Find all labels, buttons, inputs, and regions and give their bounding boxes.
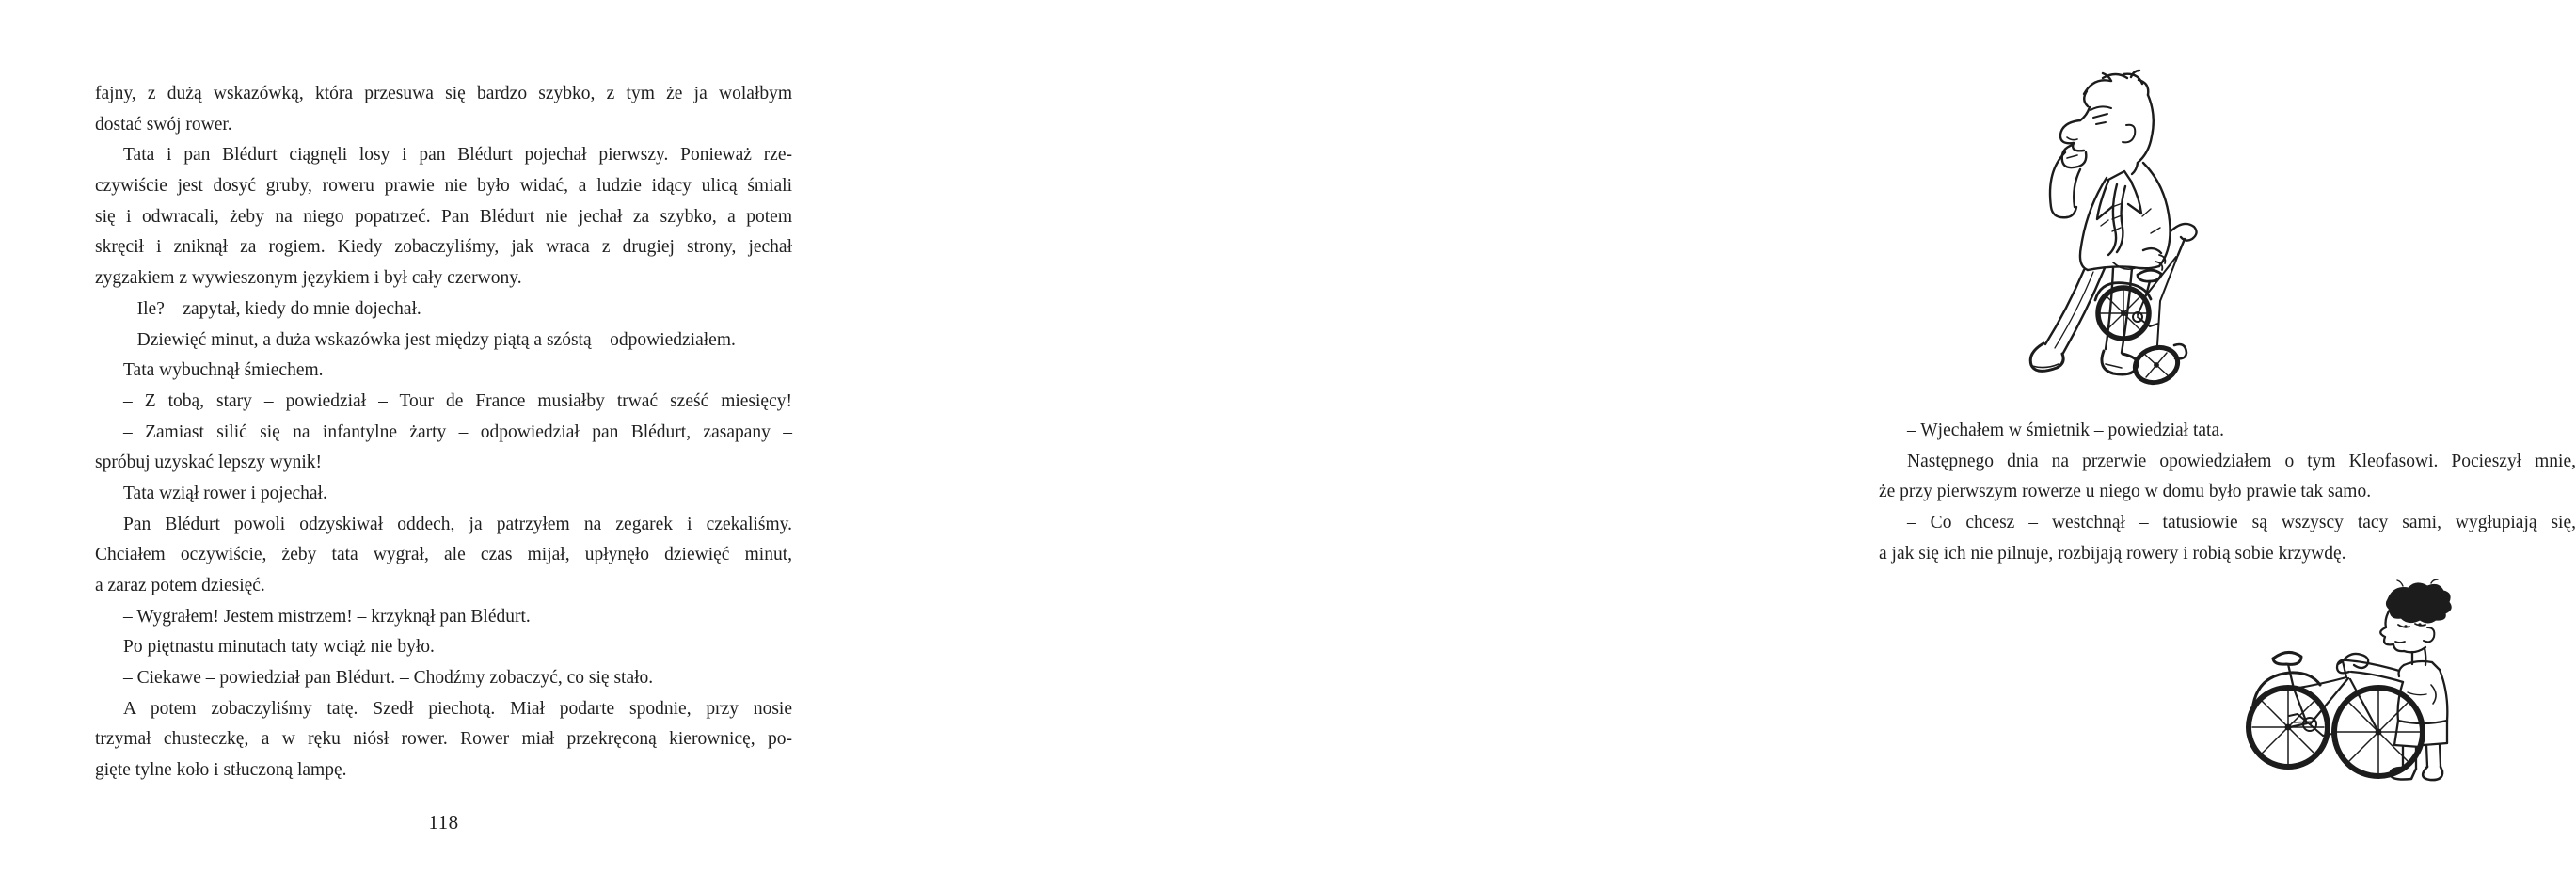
text-line: Pan Blédurt powoli odzyskiwał oddech, ja patrzyłem na zegarek i czekaliśmy. [123,514,792,534]
page-right [889,0,2576,889]
text-line: Po piętnastu minutach taty wciąż nie było. [123,637,435,658]
right-page-text-block [1879,416,2576,569]
illustration-man-carrying-broken-bicycle [2018,66,2216,390]
text-line: fajny, z dużą wskazówką, która przesuwa się bardzo szybko, z tym że ja wolałbym [95,84,792,103]
text-line: Tata wziął rower i pojechał. [123,483,327,503]
text-line: gięte tylne koło i stłuczoną lampę. [95,760,347,781]
text-line: się i odwracali, żeby na niego popatrzeć. Pan Blédurt nie jechał za szybko, a potem [95,206,792,227]
text-line: czywiście jest dosyć gruby, roweru prawie nie było widać, a ludzie idący ulicą śmiali [95,176,792,197]
text-line: – Zamiast silić się na infantylne żarty – odpowiedział pan Blédurt, zasapany – [123,421,792,442]
text-line: spróbuj uzyskać lepszy wynik! [95,452,322,473]
text-line: że przy pierwszym rowerze u niego w domu było prawie tak samo. [1879,482,2372,502]
text-line: – Ciekawe – powiedział pan Blédurt. – Chodźmy zobaczyć, co się stało. [123,668,654,689]
text-line: a jak się ich nie pilnuje, rozbijają rowery i robią sobie krzywdę. [1879,543,2346,564]
text-line: – Wjechałem w śmietnik – powiedział tata. [1907,421,2224,440]
left-page-text-block [95,79,792,786]
text-line: Tata wybuchnął śmiechem. [123,360,324,381]
illustration-boy-with-bicycle [2247,579,2473,781]
page-left [0,0,889,889]
text-line: Chciałem oczywiście, żeby tata wygrał, ale czas mijał, upłynęło dziewięć minut, [95,545,792,565]
text-line: – Z tobą, stary – powiedział – Tour de France musiałby trwać sześć miesięcy! [123,390,792,411]
text-line: – Co chcesz – westchnął – tatusiowie są wszyscy tacy sami, wygłupiają się, [1907,513,2576,533]
text-line: a zaraz potem dziesięć. [95,576,265,595]
text-line: dostać swój rower. [95,114,232,135]
text-line: Tata i pan Blédurt ciągnęli losy i pan Blédurt pojechał pierwszy. Ponieważ rze- [123,145,792,166]
text-line: Następnego dnia na przerwie opowiedziałem o tym Kleofasowi. Pocieszył mnie, [1907,451,2576,471]
text-line: zygzakiem z wywieszonym językiem i był cały czerwony. [95,268,522,289]
text-line: skręcił i zniknął za rogiem. Kiedy zobaczyliśmy, jak wraca z drugiej strony, jechał [95,237,792,258]
text-line: – Ile? – zapytał, kiedy do mnie dojechał. [123,298,421,319]
text-line: – Dziewięć minut, a duża wskazówka jest między piątą a szóstą – odpowiedziałem. [123,329,736,350]
man-with-bicycle-drawing [2018,66,2216,390]
text-line: – Wygrałem! Jestem mistrzem! – krzyknął pan Blédurt. [123,606,531,627]
page-number: 118 [428,811,459,833]
boy-with-bicycle-drawing [2247,579,2473,781]
text-line: trzymał chusteczkę, a w ręku niósł rower. Rower miał przekręconą kierownicę, po- [95,729,792,750]
text-line: A potem zobaczyliśmy tatę. Szedł piechotą. Miał podarte spodnie, przy nosie [123,698,792,719]
